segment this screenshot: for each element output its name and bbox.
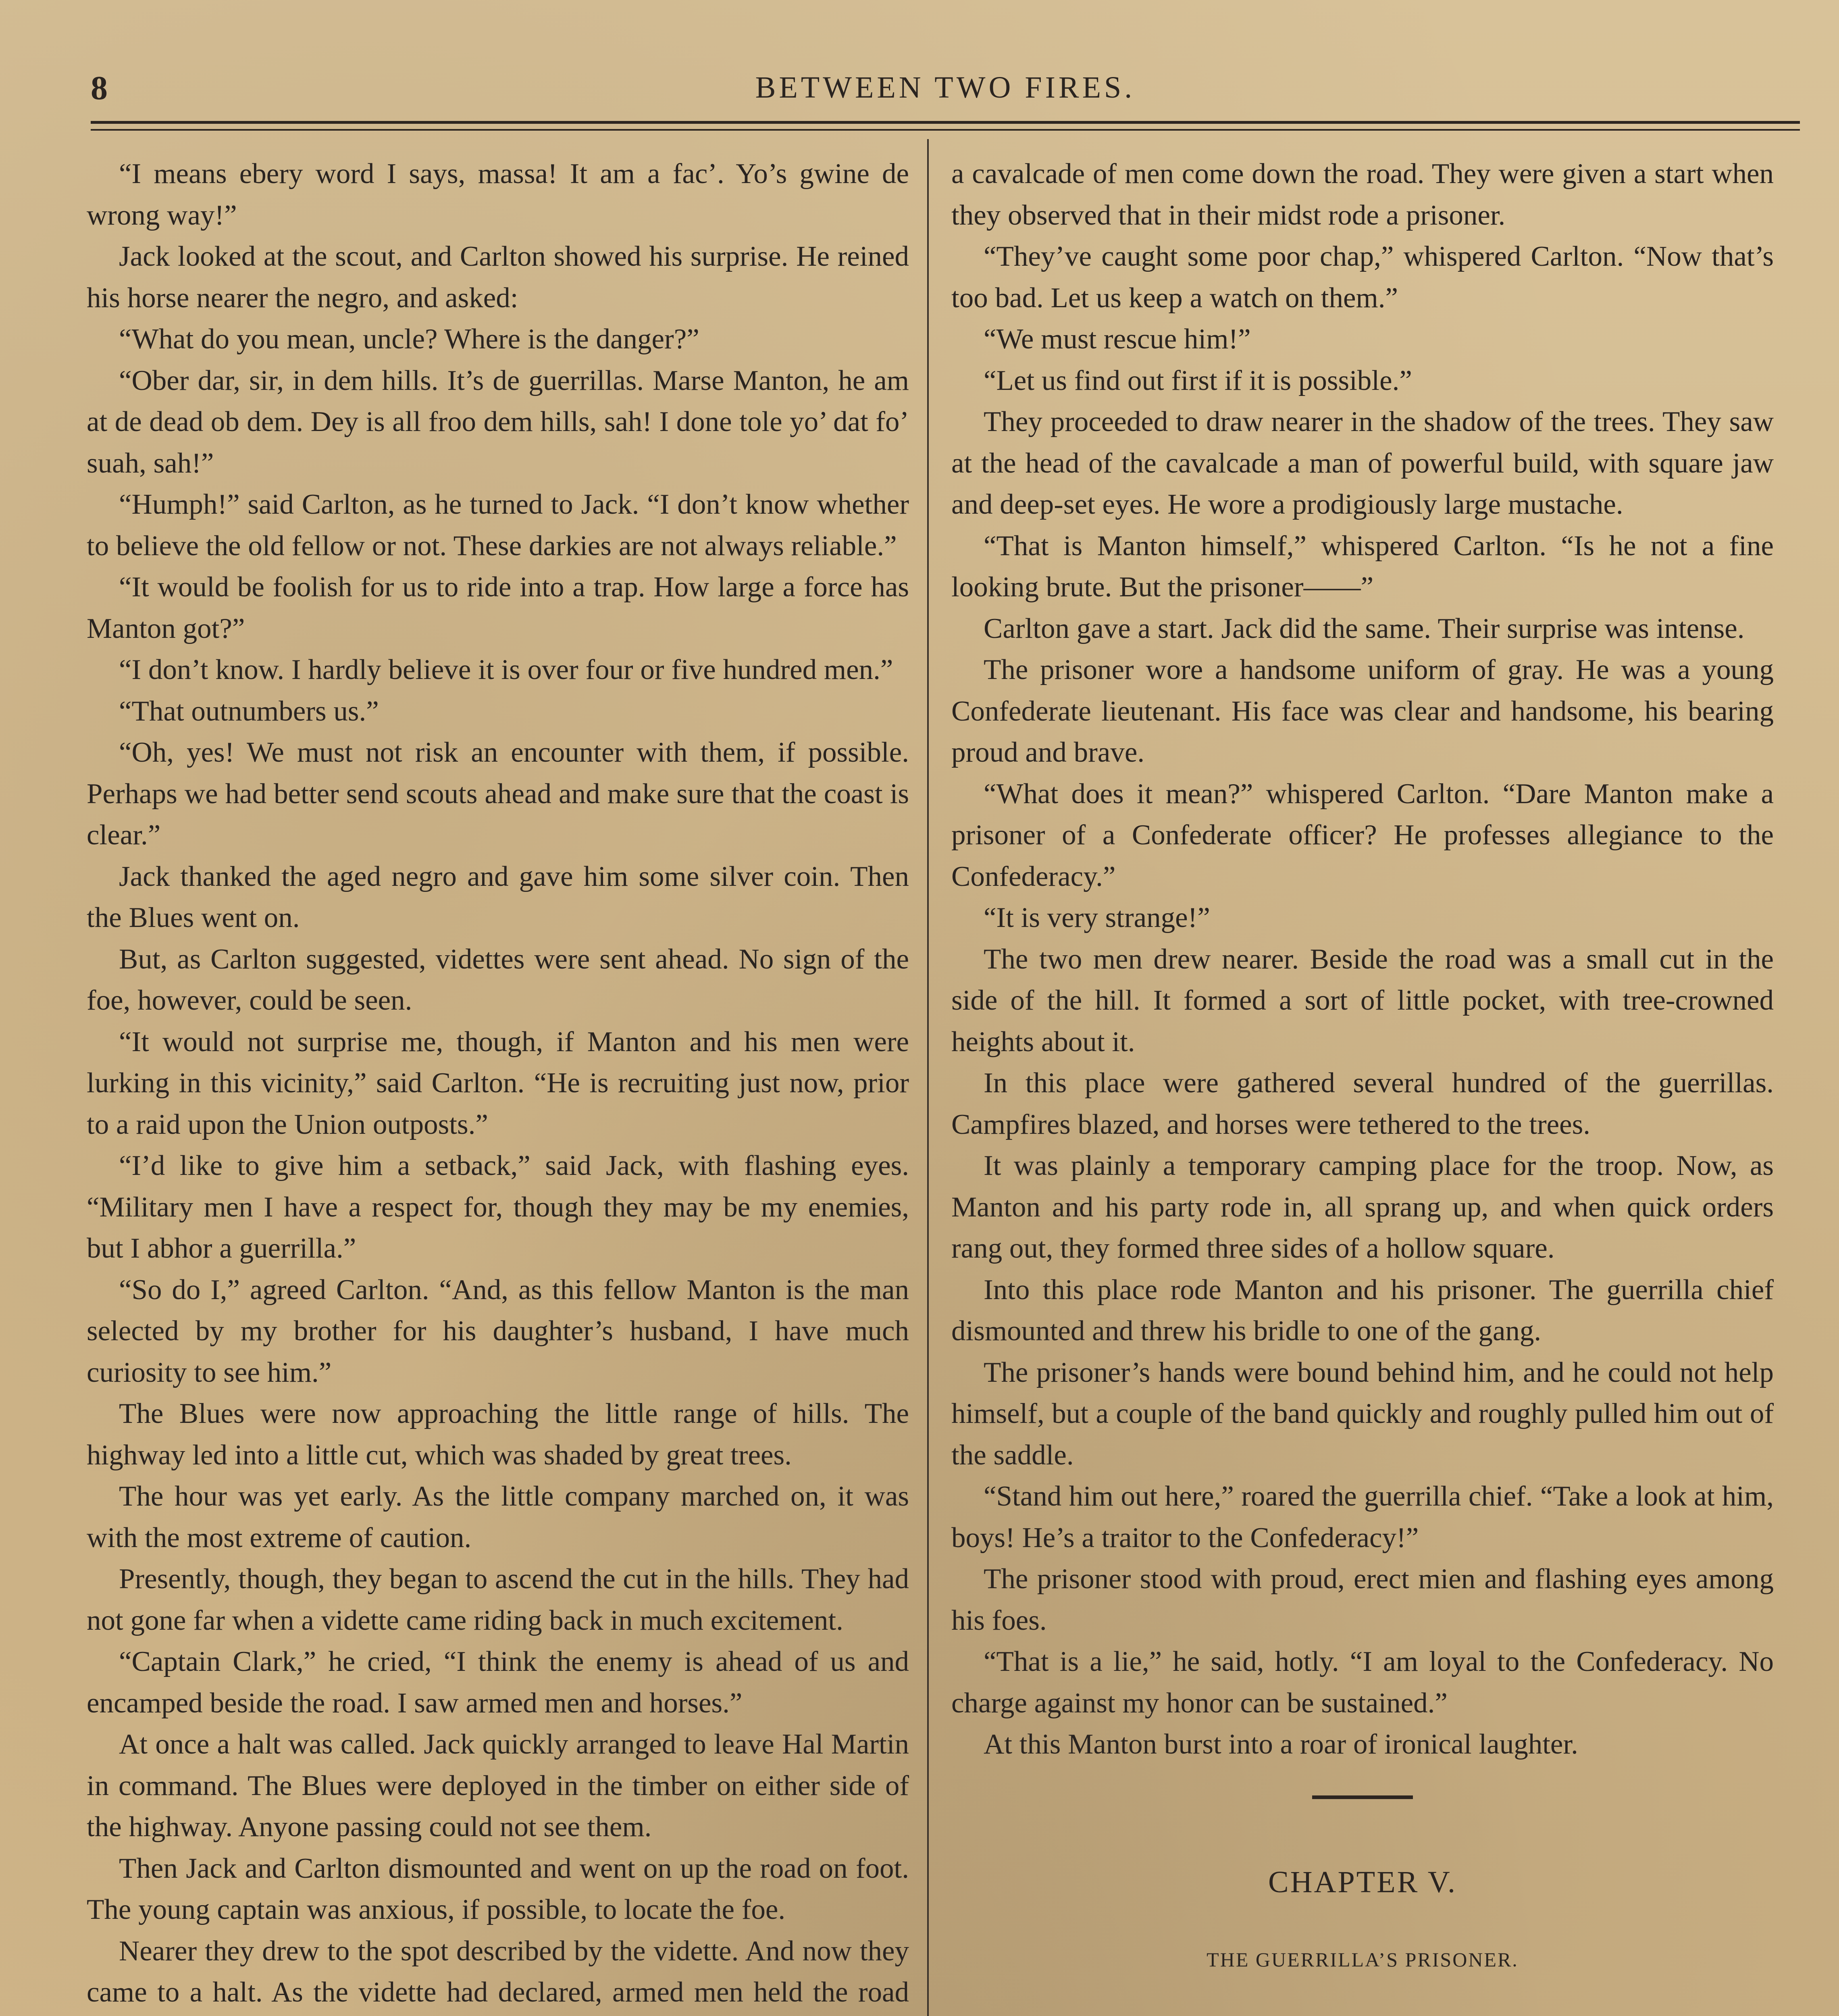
- column-divider: [927, 139, 929, 2016]
- page-header: [91, 60, 1800, 117]
- page-number: 8: [91, 69, 108, 107]
- paragraph: “What do you mean, uncle? Where is the danger?”: [119, 323, 699, 355]
- paragraph: Jack looked at the scout, and Carlton showed his surprise. He reined his horse nearer the negro, and asked:: [87, 241, 909, 314]
- paragraph: “Ober dar, sir, in dem hills. It’s de guerrillas. Marse Manton, he am at de dead ob dem. Dey is all froo dem hills, sah! I done tole yo’ dat fo’ suah, sah!”: [87, 364, 909, 479]
- chapter-heading: CHAPTER V.: [1268, 1865, 1457, 1899]
- paragraph: “It would be foolish for us to ride into a trap. How large a force has Manton got?”: [87, 571, 909, 644]
- chapter-subtitle: THE GUERRILLA’S PRISONER.: [1207, 1948, 1519, 1971]
- running-title: BETWEEN TWO FIRES.: [755, 71, 1136, 104]
- paragraph: “I’d like to give him a setback,” said Jack, with flashing eyes. “Military men I have a respect for, though they may be my enemies, but I abhor a guerrilla.”: [87, 1150, 909, 1264]
- paragraph: “Oh, yes! We must not risk an encounter with them, if possible. Perhaps we had better send scouts ahead and make sure that the coast is clear.”: [87, 737, 909, 851]
- paragraph: They proceeded to draw nearer in the shadow of the trees. They saw at the head of the cavalcade a man of powerful build, with square jaw and deep-set eyes. He wore a prodigiously large mustache.: [951, 406, 1774, 520]
- paragraph: “Humph!” said Carlton, as he turned to Jack. “I don’t know whether to believe the old fellow or not. These darkies are not always reliable.”: [87, 489, 909, 562]
- paragraph: “It would not surprise me, though, if Manton and his men were lurking in this vicinity,” said Carlton. “He is recruiting just now, prior to a raid upon the Union outposts.”: [87, 1026, 909, 1140]
- right-column: [951, 153, 1774, 2016]
- paragraph: “That is Manton himself,” whispered Carlton. “Is he not a fine looking brute. But the prisoner——”: [951, 530, 1774, 603]
- section-rule: [1312, 1795, 1413, 1799]
- paragraph: The two men drew nearer. Beside the road was a small cut in the side of the hill. It formed a sort of little pocket, with tree-crowned heights about it.: [951, 943, 1774, 1058]
- paragraph: Then Jack and Carlton dismounted and went on up the road on foot. The young captain was anxious, if possible, to locate the foe.: [87, 1852, 909, 1925]
- paragraph: “Let us find out first if it is possible.”: [984, 364, 1412, 396]
- paragraph: Presently, though, they began to ascend the cut in the hills. They had not gone far when a vidette came riding back in much excitement.: [87, 1563, 909, 1636]
- paragraph: “What does it mean?” whispered Carlton. “Dare Manton make a prisoner of a Confederate officer? He professes allegiance to the Confederacy.”: [951, 778, 1774, 892]
- paragraph: a cavalcade of men come down the road. They were given a start when they observed that in their midst rode a prisoner.: [951, 158, 1774, 231]
- paragraph: Into this place rode Manton and his prisoner. The guerrilla chief dismounted and threw his bridle to one of the gang.: [951, 1274, 1774, 1347]
- paragraph: “That is a lie,” he said, hotly. “I am loyal to the Confederacy. No charge against my honor can be sustained.”: [951, 1646, 1774, 1719]
- paragraph: Nearer they drew to the spot described by the vidette. And now they came to a halt. As the vidette had declared, armed men held the road: [87, 1935, 909, 2008]
- paragraph: The hour was yet early. As the little company marched on, it was with the most extreme of caution.: [87, 1481, 909, 1554]
- paragraph: Carlton gave a start. Jack did the same. Their surprise was intense.: [984, 612, 1745, 644]
- paragraph: The prisoner stood with proud, erect mien and flashing eyes among his foes.: [951, 1563, 1774, 1636]
- paragraph: In this place were gathered several hundred of the guerrillas. Campfires blazed, and horses were tethered to the trees.: [951, 1067, 1774, 1140]
- paragraph: The Blues were now approaching the little range of hills. The highway led into a little cut, which was shaded by great trees.: [87, 1398, 909, 1471]
- paragraph: “I means ebery word I says, massa! It am a fac’. Yo’s gwine de wrong way!”: [87, 158, 909, 231]
- paragraph: “Stand him out here,” roared the guerrilla chief. “Take a look at him, boys! He’s a traitor to the Confederacy!”: [951, 1481, 1774, 1554]
- paragraph: “That outnumbers us.”: [119, 695, 379, 727]
- paragraph: “They’ve caught some poor chap,” whispered Carlton. “Now that’s too bad. Let us keep a watch on them.”: [951, 241, 1774, 314]
- paragraph: The prisoner wore a handsome uniform of gray. He was a young Confederate lieutenant. His face was clear and handsome, his bearing proud and brave.: [951, 654, 1774, 768]
- paragraph: But, as Carlton suggested, videttes were sent ahead. No sign of the foe, however, could be seen.: [87, 943, 909, 1016]
- header-rule-thin: [91, 129, 1800, 131]
- paragraph: At once a halt was called. Jack quickly arranged to leave Hal Martin in command. The Blues were deployed in the timber on either side of the highway. Anyone passing could not see them.: [87, 1729, 909, 1843]
- paragraph: “It is very strange!”: [984, 902, 1210, 933]
- paragraph: “So do I,” agreed Carlton. “And, as this fellow Manton is the man selected by my brother for his daughter’s husband, I have much curiosity to see him.”: [87, 1274, 909, 1388]
- paragraph: “I don’t know. I hardly believe it is over four or five hundred men.”: [119, 654, 893, 685]
- paragraph: “Captain Clark,” he cried, “I think the enemy is ahead of us and encamped beside the road. I saw armed men and horses.”: [87, 1646, 909, 1719]
- header-rule-thick: [91, 121, 1800, 124]
- paragraph: At this Manton burst into a roar of ironical laughter.: [984, 1729, 1578, 1760]
- paragraph: “We must rescue him!”: [984, 323, 1251, 355]
- paragraph: It was plainly a temporary camping place for the troop. Now, as Manton and his party rode in, all sprang up, and when quick orders rang out, they formed three sides of a hollow square.: [951, 1150, 1774, 1264]
- left-column: [87, 153, 909, 2016]
- paragraph: Jack thanked the aged negro and gave him some silver coin. Then the Blues went on.: [87, 860, 909, 933]
- paragraph: The prisoner’s hands were bound behind him, and he could not help himself, but a couple of the band quickly and roughly pulled him out of the saddle.: [951, 1356, 1774, 1471]
